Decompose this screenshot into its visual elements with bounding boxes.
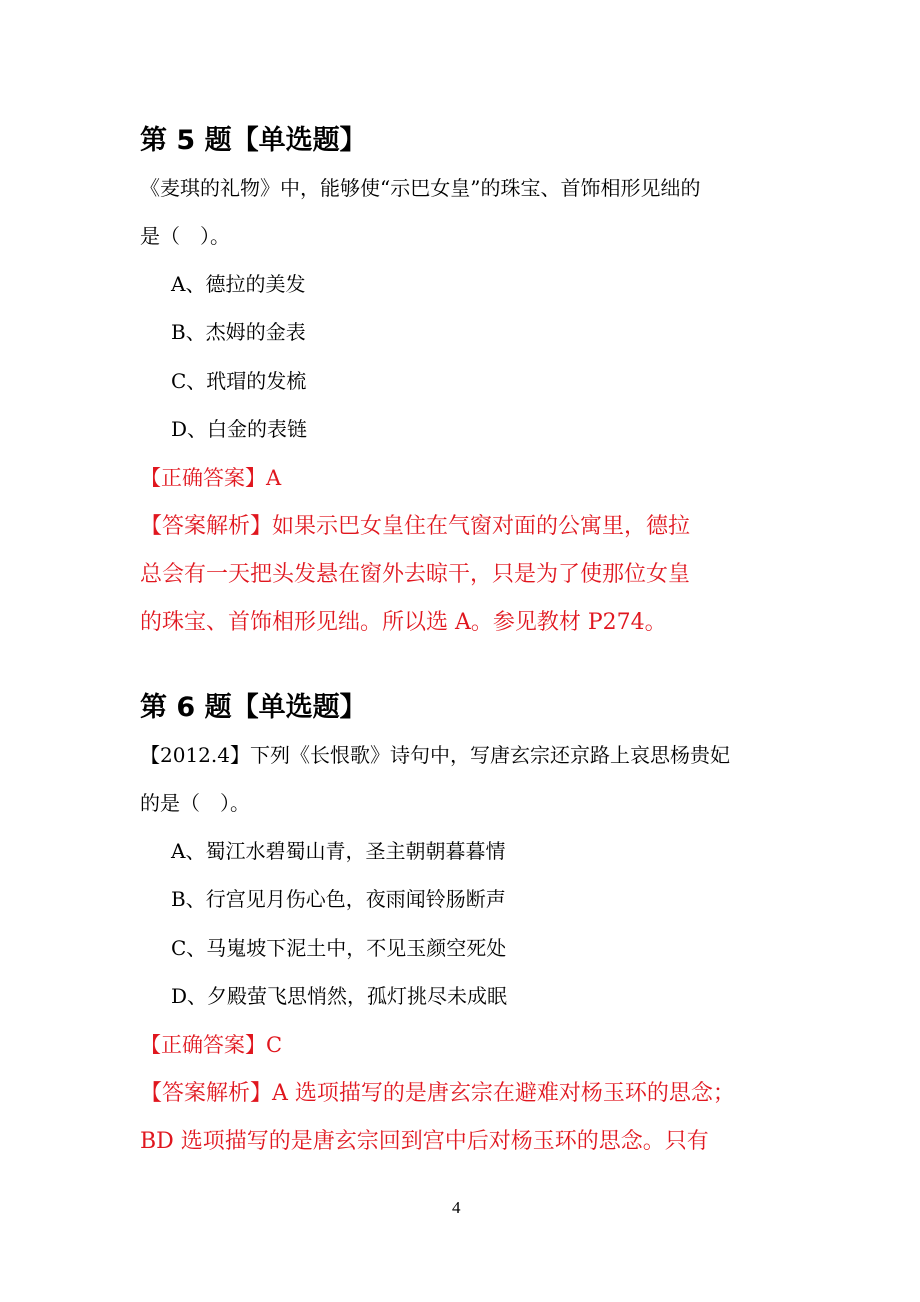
question-5-stem-line-2: 是（ ）。 <box>140 224 230 248</box>
question-6-stem-line-1: 【2012.4】下列《长恨歌》诗句中，写唐玄宗还京路上哀思杨贵妃 <box>140 743 730 767</box>
page-number: 4 <box>452 1198 461 1217</box>
question-5-option-d: D、白金的表链 <box>171 417 308 441</box>
question-5-title: 第 5 题【单选题】 <box>140 125 367 156</box>
question-5-stem-line-1: 《麦琪的礼物》中，能够使“示巴女皇”的珠宝、首饰相形见绌的 <box>140 176 701 200</box>
question-5-explanation-line-1: 【答案解析】如果示巴女皇住在气窗对面的公寓里，德拉 <box>140 514 691 539</box>
question-5-explanation-line-3: 的珠宝、首饰相形见绌。所以选 A。参见教材 P274。 <box>140 610 667 635</box>
question-6-option-b: B、行宫见月伤心色，夜雨闻铃肠断声 <box>171 887 506 911</box>
question-6-explanation-line-2: BD 选项描写的是唐玄宗回到宫中后对杨玉环的思念。只有 <box>140 1129 709 1154</box>
question-6-answer: 【正确答案】C <box>140 1033 283 1057</box>
question-6-option-c: C、马嵬坡下泥土中，不见玉颜空死处 <box>171 936 507 960</box>
question-5-option-c: C、玳瑁的发梳 <box>171 369 307 393</box>
question-6-option-a: A、蜀江水碧蜀山青，圣主朝朝暮暮情 <box>171 839 506 863</box>
question-5-option-b: B、杰姆的金表 <box>171 320 306 344</box>
question-6-explanation-line-1: 【答案解析】A 选项描写的是唐玄宗在避难对杨玉环的思念； <box>140 1081 735 1106</box>
question-6-title: 第 6 题【单选题】 <box>140 692 367 723</box>
question-6-stem-line-2: 的是（ ）。 <box>140 791 250 815</box>
question-6-option-d: D、夕殿萤飞思悄然，孤灯挑尽未成眠 <box>171 984 508 1008</box>
question-5-answer: 【正确答案】A <box>140 466 282 490</box>
question-5-option-a: A、德拉的美发 <box>171 272 306 296</box>
question-5-explanation-line-2: 总会有一天把头发悬在窗外去晾干，只是为了使那位女皇 <box>140 562 691 587</box>
